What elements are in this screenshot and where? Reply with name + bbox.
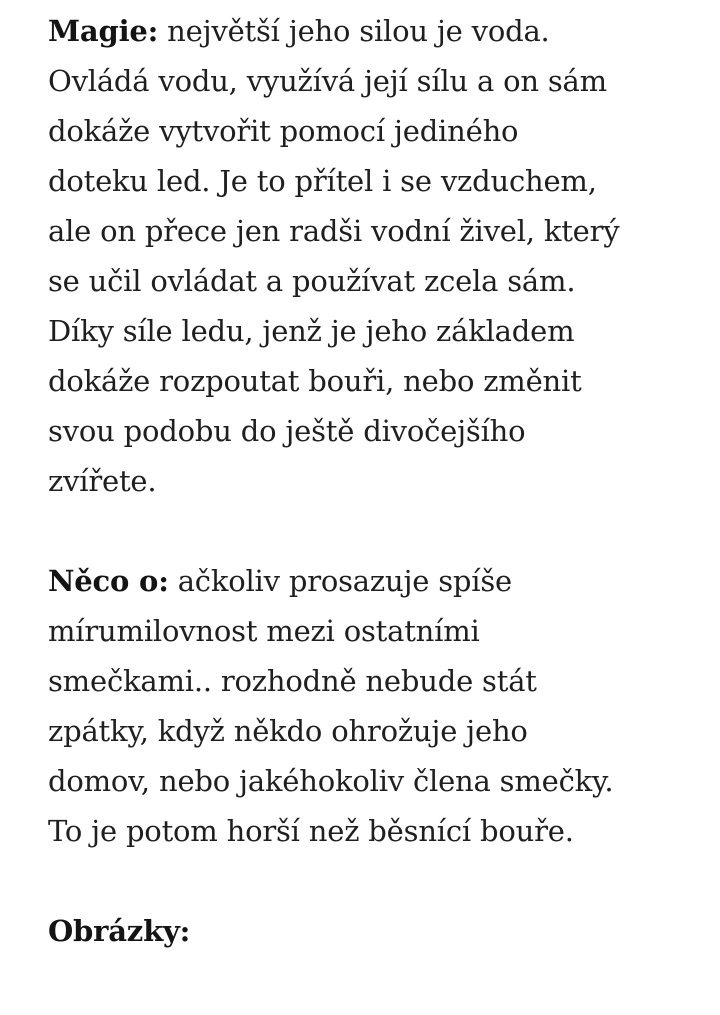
magic-line-8: dokáže rozpoutat bouři, nebo změnit (48, 364, 582, 398)
images-line (48, 906, 708, 956)
magic-line-9: svou podobu do ještě divočejšího (48, 414, 526, 448)
about-line-5: domov, nebo jakéhokoliv člena smečky. (48, 764, 614, 798)
magic-line-2: Ovládá vodu, využívá její sílu a on sám (48, 64, 607, 98)
about-line-4: zpátky, když někdo ohrožuje jeho (48, 714, 528, 748)
magic-line-1 (48, 6, 708, 56)
images-label: Obrázky: (48, 914, 191, 948)
about-text: ačkoliv prosazuje spíše (168, 564, 512, 598)
images-paragraph (48, 906, 708, 956)
magic-text: největší jeho silou je voda. (158, 14, 550, 48)
magic-line-4: doteku led. Je to přítel i se vzduchem, (48, 164, 597, 198)
document-body (48, 6, 708, 956)
about-paragraph (48, 556, 708, 856)
about-line-3: smečkami.. rozhodně nebude stát (48, 664, 537, 698)
magic-line-3: dokáže vytvořit pomocí jediného (48, 114, 519, 148)
magic-line-7: Díky síle ledu, jenž je jeho základem (48, 314, 575, 348)
about-label: Něco o: (48, 564, 169, 598)
magic-line-10: zvířete. (48, 464, 157, 498)
magic-label: Magie: (48, 14, 159, 48)
magic-paragraph (48, 6, 708, 506)
about-line-1 (48, 556, 708, 606)
about-line-6: To je potom horší než běsnící bouře. (48, 814, 574, 848)
about-line-2: mírumilovnost mezi ostatními (48, 614, 480, 648)
magic-line-5: ale on přece jen radši vodní živel, který (48, 214, 620, 248)
magic-line-6: se učil ovládat a používat zcela sám. (48, 264, 576, 298)
